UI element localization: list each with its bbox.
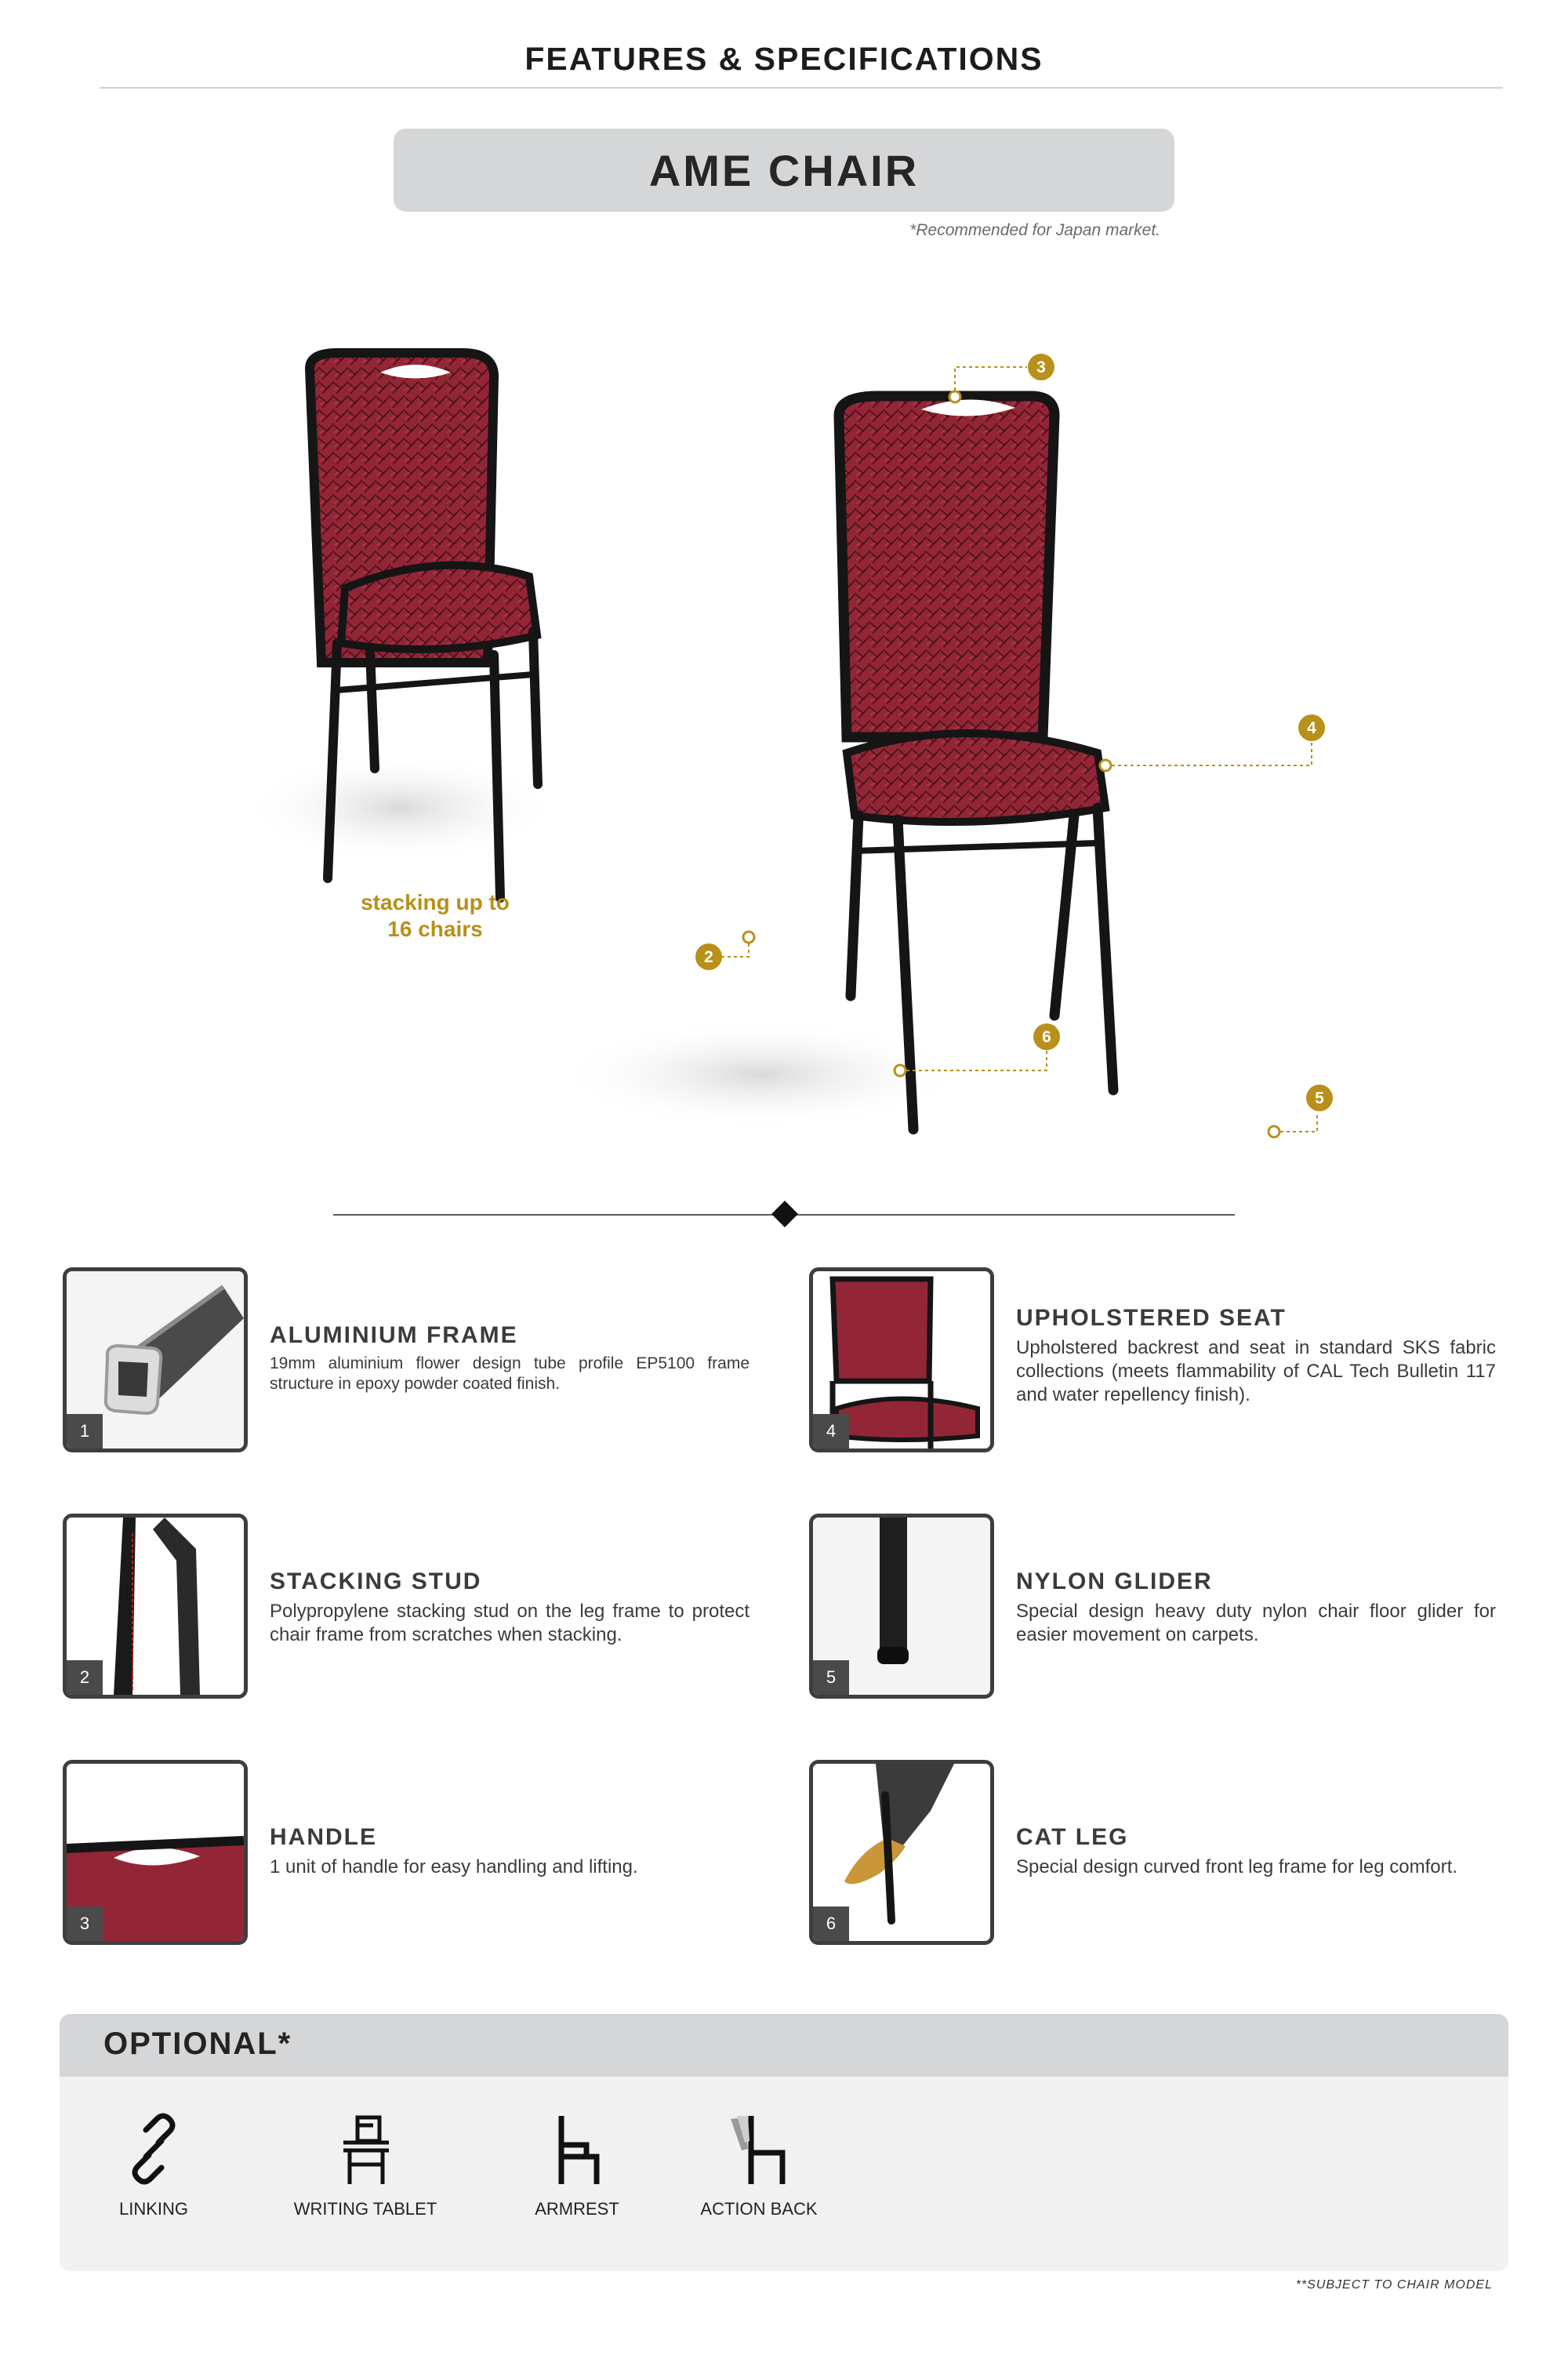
tube-profile-image [63, 1267, 248, 1452]
page-title: FEATURES & SPECIFICATIONS [524, 41, 1044, 77]
feature-description: Polypropylene stacking stud on the leg frame to protect chair frame from scratches when stacking. [270, 1601, 750, 1645]
callout-2: 2 [704, 948, 713, 966]
feature-title: CAT LEG [1016, 1824, 1129, 1850]
feature-stacking-stud [63, 1514, 768, 1699]
product-banner [394, 129, 1174, 212]
optional-item-label: WRITING TABLET [293, 2199, 437, 2219]
glider-image [809, 1514, 994, 1699]
divider-diamond-icon [771, 1201, 798, 1227]
optional-item-armrest [483, 2110, 671, 2219]
stacking-stud-image [63, 1514, 248, 1699]
optional-item-label: ACTION BACK [700, 2199, 818, 2219]
feature-title: ALUMINIUM FRAME [270, 1322, 518, 1348]
feature-upholstered-seat [809, 1267, 1515, 1452]
action-back-icon [720, 2110, 798, 2188]
link-icon [114, 2110, 193, 2188]
feature-title: HANDLE [270, 1824, 377, 1850]
callout-6: 6 [1042, 1028, 1051, 1046]
armrest-icon [538, 2110, 616, 2188]
feature-description: Upholstered backrest and seat in standard SKS fabric collections (meets flammability of CAL Tech Bulletin 117 and water repellency finish). [1016, 1337, 1496, 1405]
optional-title: OPTIONAL* [103, 2026, 292, 2061]
optional-item-writing-tablet [271, 2110, 459, 2219]
feature-number: 6 [813, 1906, 849, 1941]
feature-handle [63, 1760, 768, 1945]
feature-number: 4 [813, 1414, 849, 1448]
feature-cat-leg [809, 1760, 1515, 1945]
chair-rear-view [243, 353, 557, 898]
feature-title: UPHOLSTERED SEAT [1016, 1305, 1287, 1331]
writing-tablet-icon [326, 2110, 405, 2188]
title-divider [100, 87, 1503, 89]
feature-nylon-glider [809, 1514, 1515, 1699]
product-name: AME CHAIR [648, 145, 920, 195]
callout-5: 5 [1315, 1089, 1324, 1107]
feature-title: STACKING STUD [270, 1568, 482, 1594]
footer-note: **SUBJECT TO CHAIR MODEL [1295, 2278, 1493, 2292]
feature-description: 1 unit of handle for easy handling and lifting. [270, 1856, 638, 1877]
stacking-note-line2: 16 chairs [387, 917, 483, 941]
feature-description: 19mm aluminium flower design tube profile EP5100 frame structure in epoxy powder coated finish. [270, 1354, 750, 1393]
chair-front-view [557, 396, 1113, 1129]
feature-number: 2 [67, 1660, 103, 1695]
market-note: *Recommended for Japan market. [909, 221, 1160, 239]
upholstery-image [809, 1267, 994, 1452]
feature-description: Special design heavy duty nylon chair floor glider for easier movement on carpets. [1016, 1601, 1496, 1645]
callout-3: 3 [1036, 358, 1046, 376]
optional-panel [60, 2014, 1508, 2271]
optional-header [60, 2014, 1508, 2077]
optional-item-linking [60, 2110, 248, 2219]
feature-number: 1 [67, 1414, 103, 1448]
feature-number: 5 [813, 1660, 849, 1695]
feature-number: 3 [67, 1906, 103, 1941]
feature-description: Special design curved front leg frame for leg comfort. [1016, 1856, 1457, 1877]
cat-leg-image [809, 1760, 994, 1945]
stacking-note [345, 889, 525, 943]
handle-image [63, 1760, 248, 1945]
feature-aluminium-frame [63, 1267, 768, 1452]
feature-title: NYLON GLIDER [1016, 1568, 1213, 1594]
stacking-note-line1: stacking up to [361, 890, 510, 914]
chair-illustration [235, 267, 1364, 1153]
optional-item-action-back [665, 2110, 853, 2219]
optional-item-label: ARMREST [535, 2199, 619, 2219]
callout-4: 4 [1307, 719, 1316, 737]
optional-item-label: LINKING [118, 2199, 189, 2219]
